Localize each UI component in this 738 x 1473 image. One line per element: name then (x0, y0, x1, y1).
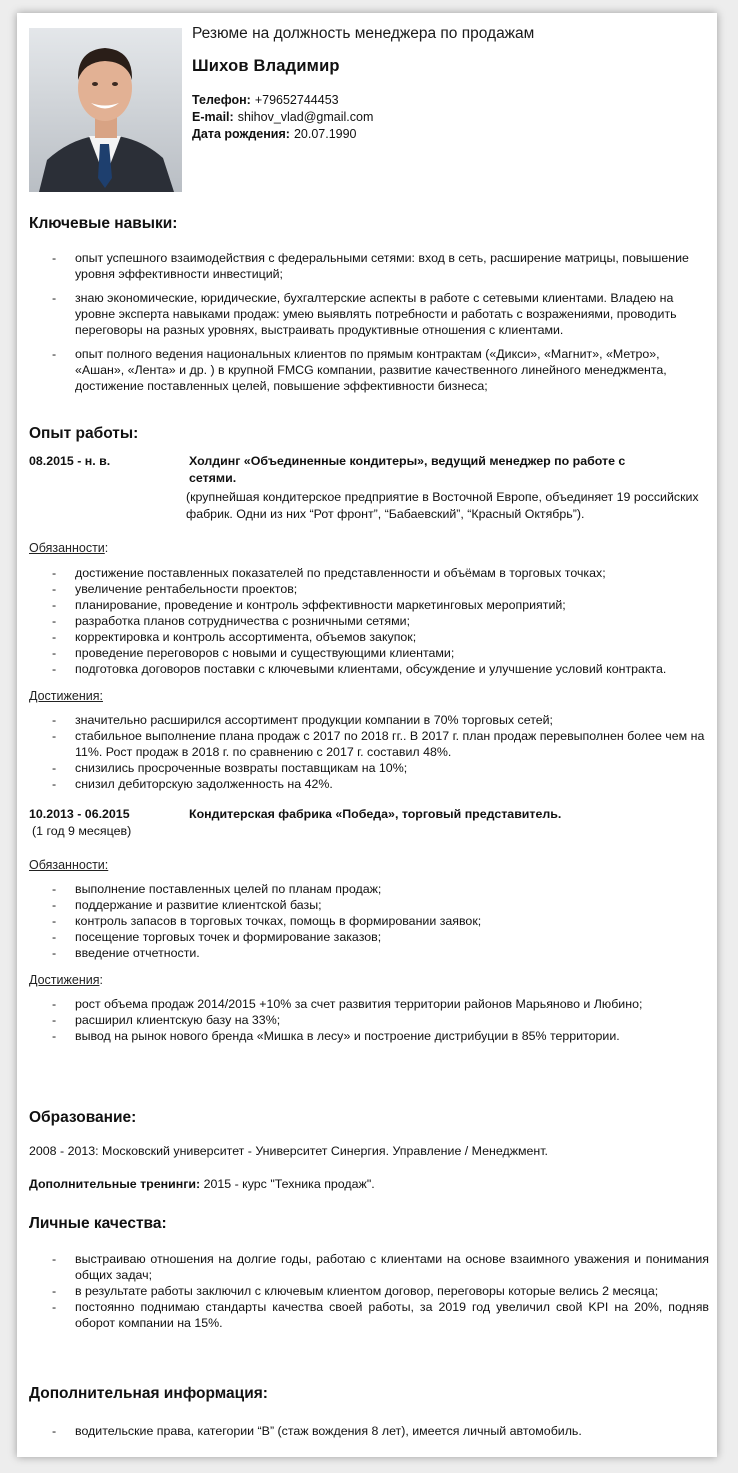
education-heading: Образование: (29, 1109, 137, 1126)
achievements-label: Достижения: (29, 973, 103, 987)
personal-heading: Личные качества: (29, 1215, 167, 1232)
duties-list (29, 565, 709, 677)
list-item: - снизил дебиторскую задолженность на 42%. (29, 776, 709, 792)
candidate-name: Шихов Владимир (192, 57, 340, 75)
duties-list (29, 881, 709, 961)
education-line: 2008 - 2013: Московский университет - Университет Синергия. Управление / Менеджмент. (29, 1144, 548, 1158)
contact-value: shihov_vlad@gmail.com (237, 110, 374, 124)
job-2-header (29, 806, 709, 823)
personal-section (29, 1215, 709, 1331)
list-item: - значительно расширился ассортимент продукции компании в 70% торговых сетей; (29, 712, 709, 728)
contact-label: Дата рождения: (192, 127, 290, 141)
list-item: - в результате работы заключил с ключевым клиентом договор, переговоры которые велись 2 месяца; (29, 1283, 709, 1299)
achievements-list (29, 712, 709, 792)
contact-phone (192, 92, 692, 109)
skills-heading: Ключевые навыки: (29, 215, 178, 232)
list-item: - водительские права, категории “B” (стаж вождения 8 лет), имеется личный автомобиль. (29, 1423, 709, 1439)
training-label: Дополнительные тренинги: (29, 1177, 201, 1191)
experience-heading: Опыт работы: (29, 425, 139, 442)
list-item: - опыт успешного взаимодействия с федеральными сетями: вход в сеть, расширение матрицы, повышение уровня эффективности инвестиций; (29, 250, 709, 282)
contact-value: +79652744453 (254, 93, 339, 107)
job-duration: (1 год 9 месяцев) (32, 824, 132, 838)
contact-value: 20.07.1990 (293, 127, 357, 141)
job-title: Кондитерская фабрика «Победа», торговый представитель. (189, 807, 562, 821)
contact-birthdate (192, 126, 692, 143)
job-1-header (29, 453, 709, 487)
header (192, 25, 692, 143)
job-description: (крупнейшая кондитерское предприятие в Восточной Европе, объединяет 19 российских фабрик. Одни из них “Рот фронт”, “Бабаевский”, “Красный Октябрь”). (186, 490, 699, 521)
list-item: - постоянно поднимаю стандарты качества своей работы, за 2019 год увеличил свой KPI на 20%, подняв оборот компании на 15%. (29, 1299, 709, 1331)
contact-label: E-mail: (192, 110, 234, 124)
profile-photo (29, 28, 182, 192)
list-item: - посещение торговых точек и формирование заказов; (29, 929, 709, 945)
list-item: - подготовка договоров поставки с ключевыми клиентами, обсуждение и улучшение условий контракта. (29, 661, 709, 677)
list-item: - рост объема продаж 2014/2015 +10% за счет развития территории районов Марьяново и Любино; (29, 996, 709, 1012)
contact-label: Телефон: (192, 93, 251, 107)
list-item: - достижение поставленных показателей по представленности и объёмам в торговых точках; (29, 565, 709, 581)
personal-list (29, 1251, 709, 1331)
training-value: 2015 - курс "Техника продаж". (203, 1177, 375, 1191)
list-item: - выстраиваю отношения на долгие годы, работаю с клиентами на основе взаимного уважения и понимания общих задач; (29, 1251, 709, 1283)
list-item: - поддержание и развитие клиентской базы; (29, 897, 709, 913)
list-item: - разработка планов сотрудничества с розничными сетями; (29, 613, 709, 629)
skills-list (29, 250, 709, 394)
list-item: - снизились просроченные возвраты поставщикам на 10%; (29, 760, 709, 776)
duties-label: Обязанности: (29, 541, 109, 555)
list-item: - стабильное выполнение плана продаж с 2017 по 2018 гг.. В 2017 г. план продаж перевыполнен более чем на 11%. Рост продаж в 2018 г. по сравнению с 2017 г. составил 48%. (29, 728, 709, 760)
contact-email (192, 109, 692, 126)
job-title: Холдинг «Объединенные кондитеры», ведущий менеджер по работе с сетями. (189, 454, 626, 485)
document-title: Резюме на должность менеджера по продажам (192, 25, 535, 42)
list-item: - планирование, проведение и контроль эффективности маркетинговых мероприятий; (29, 597, 709, 613)
skills-section (29, 215, 709, 402)
duties-label: Обязанности: (29, 858, 109, 872)
list-item: - введение отчетности. (29, 945, 709, 961)
education-section (29, 1109, 709, 1193)
training-line (29, 1176, 709, 1193)
additional-section (29, 1385, 709, 1439)
list-item: - контроль запасов в торговых точках, помощь в формировании заявок; (29, 913, 709, 929)
achievements-list (29, 996, 709, 1044)
experience-section (29, 425, 709, 1044)
additional-list (29, 1423, 709, 1439)
job-dates: 08.2015 - н. в. (29, 454, 111, 468)
list-item: - расширил клиентскую базу на 33%; (29, 1012, 709, 1028)
resume-sheet (17, 13, 717, 1457)
additional-heading: Дополнительная информация: (29, 1385, 268, 1402)
list-item: - выполнение поставленных целей по планам продаж; (29, 881, 709, 897)
achievements-label: Достижения: (29, 689, 103, 703)
job-dates: 10.2013 - 06.2015 (29, 807, 130, 821)
list-item: - знаю экономические, юридические, бухгалтерские аспекты в работе с сетевыми клиентами. Владею на уровне эксперта навыками продаж: умею выявлять потребности и работать с возражениями, проводить переговоры на разных уровнях, выстраивать продуктивные отношения с клиентами. (29, 290, 709, 338)
list-item: - увеличение рентабельности проектов; (29, 581, 709, 597)
list-item: - корректировка и контроль ассортимента, объемов закупок; (29, 629, 709, 645)
list-item: - вывод на рынок нового бренда «Мишка в лесу» и построение дистрибуции в 85% территории. (29, 1028, 709, 1044)
list-item: - проведение переговоров с новыми и существующими клиентами; (29, 645, 709, 661)
list-item: - опыт полного ведения национальных клиентов по прямым контрактам («Дикси», «Магнит», «Метро», «Ашан», «Лента» и др. ) в крупной FMCG компании, развитие качественного линейного менеджмента, достижение поставленных целей, повышение эффективности бизнеса; (29, 346, 709, 394)
